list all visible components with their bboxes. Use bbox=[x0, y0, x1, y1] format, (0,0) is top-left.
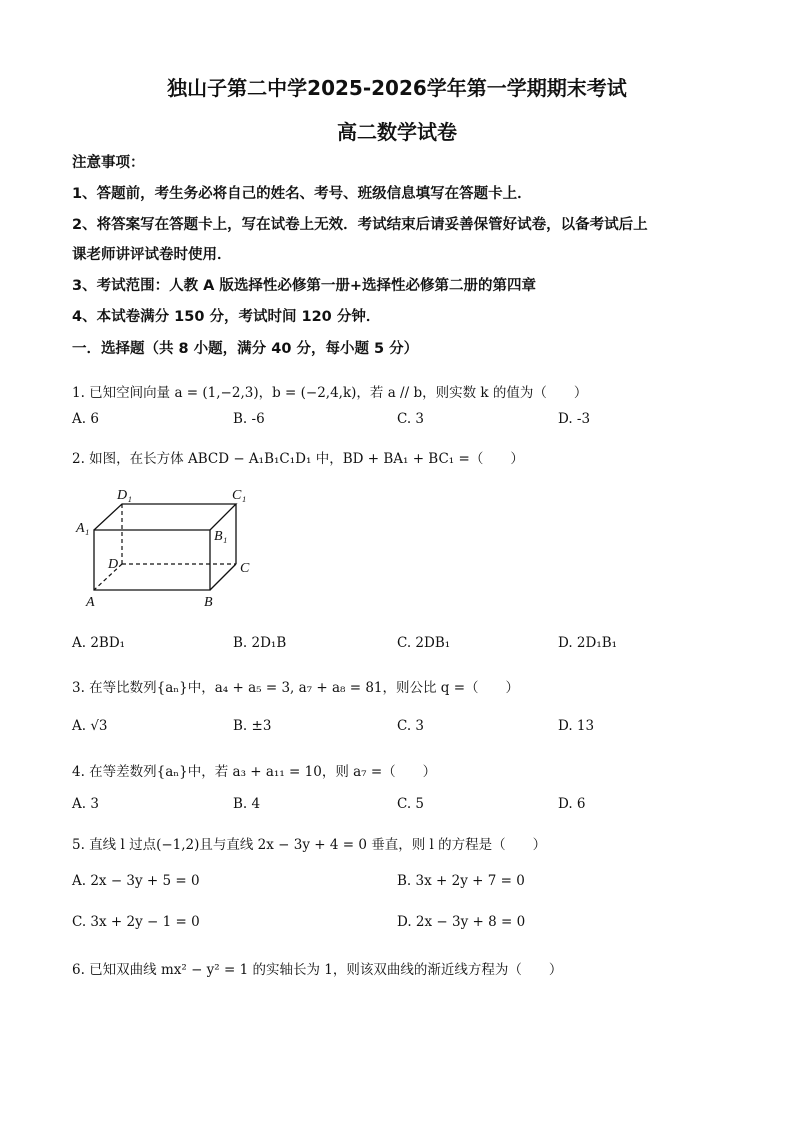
cuboid-figure bbox=[70, 482, 270, 612]
question-5-stem: 5. 直线 l 过点(−1,2)且与直线 2x − 3y + 4 = 0 垂直，则 l 的方程是（ ） bbox=[72, 837, 547, 853]
question-3-stem: 3. 在等比数列{aₙ}中，a₄ + a₅ = 3, a₇ + a₈ = 81，则公比 q =（ ） bbox=[72, 680, 520, 696]
exam-subtitle: 高二数学试卷 bbox=[337, 120, 457, 144]
section-heading: 一．选择题（共 8 小题，满分 40 分，每小题 5 分） bbox=[72, 341, 419, 357]
note-item-4: 4、本试卷满分 150 分，考试时间 120 分钟． bbox=[72, 309, 381, 325]
question-3-option-d: D. 13 bbox=[558, 718, 595, 734]
question-1-stem: 1. 已知空间向量 a = (1,−2,3)，b = (−2,4,k)，若 a // b，则实数 k 的值为（ ） bbox=[72, 385, 588, 401]
label-b1: B₁ bbox=[214, 529, 228, 544]
label-a: A bbox=[86, 595, 95, 610]
question-3-option-a: A. √3 bbox=[72, 718, 108, 734]
label-d: D bbox=[108, 557, 119, 572]
note-item-1: 1、答题前，考生务必将自己的姓名、考号、班级信息填写在答题卡上． bbox=[72, 186, 532, 202]
question-4-option-c: C. 5 bbox=[397, 796, 425, 812]
question-2-option-d: D. 2D₁B₁ bbox=[558, 635, 618, 651]
note-item-2-line-1: 2、将答案写在答题卡上，写在试卷上无效．考试结束后请妥善保管好试卷，以备考试后上 bbox=[72, 217, 648, 233]
question-6-stem: 6. 已知双曲线 mx² − y² = 1 的实轴长为 1，则该双曲线的渐近线方程为（ ） bbox=[72, 962, 563, 978]
cuboid-edge-bc bbox=[210, 564, 236, 590]
label-d1: D₁ bbox=[117, 488, 132, 503]
question-3-option-b: B. ±3 bbox=[233, 718, 272, 734]
question-5-option-b: B. 3x + 2y + 7 = 0 bbox=[397, 873, 525, 889]
question-1-option-d: D. -3 bbox=[558, 411, 591, 427]
cuboid-top-edges bbox=[94, 504, 236, 530]
question-2-option-b: B. 2D₁B bbox=[233, 635, 287, 651]
question-3-option-c: C. 3 bbox=[397, 718, 425, 734]
label-b: B bbox=[204, 595, 213, 610]
question-4-option-a: A. 3 bbox=[72, 796, 99, 812]
note-item-2-line-2: 课老师讲评试卷时使用． bbox=[72, 247, 232, 263]
question-1-option-a: A. 6 bbox=[72, 411, 99, 427]
label-c: C bbox=[240, 561, 250, 576]
question-2-stem: 2. 如图，在长方体 ABCD − A₁B₁C₁D₁ 中，BD + BA₁ + BC₁ =（ ） bbox=[72, 451, 524, 467]
label-c1: C₁ bbox=[232, 488, 247, 503]
question-2-option-a: A. 2BD₁ bbox=[72, 635, 126, 651]
question-1-option-b: B. -6 bbox=[233, 411, 265, 427]
question-1-option-c: C. 3 bbox=[397, 411, 425, 427]
exam-title: 独山子第二中学2025-2026学年第一学期期末考试 bbox=[167, 76, 627, 100]
notes-heading: 注意事项： bbox=[72, 155, 145, 171]
question-5-option-d: D. 2x − 3y + 8 = 0 bbox=[397, 914, 526, 930]
question-4-stem: 4. 在等差数列{aₙ}中，若 a₃ + a₁₁ = 10，则 a₇ =（ ） bbox=[72, 764, 437, 780]
question-5-option-a: A. 2x − 3y + 5 = 0 bbox=[72, 873, 200, 889]
label-a1: A₁ bbox=[76, 521, 90, 536]
note-item-3: 3、考试范围：人教 A 版选择性必修第一册+选择性必修第二册的第四章 bbox=[72, 278, 537, 294]
question-4-option-b: B. 4 bbox=[233, 796, 261, 812]
question-2-option-c: C. 2DB₁ bbox=[397, 635, 451, 651]
question-4-option-d: D. 6 bbox=[558, 796, 586, 812]
question-5-option-c: C. 3x + 2y − 1 = 0 bbox=[72, 914, 200, 930]
